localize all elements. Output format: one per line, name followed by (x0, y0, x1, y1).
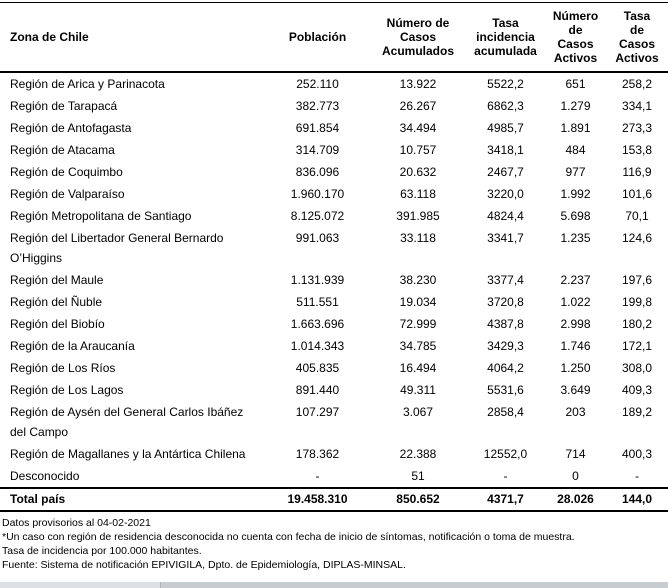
casos-acumulados-cell: 19.034 (399, 295, 437, 309)
table-row (0, 205, 668, 227)
region-cell: Región del Maule (10, 273, 104, 287)
column-dash-mark: - (432, 66, 436, 78)
casos-activos-cell: 977 (565, 165, 586, 179)
footnote-rate-basis: Tasa de incidencia por 100.000 habitantes. (2, 545, 202, 557)
table-row (0, 139, 668, 161)
casos-activos-cell: 1.235 (560, 231, 591, 245)
table-row (0, 72, 668, 95)
casos-acumulados-cell: 33.118 (400, 231, 436, 245)
poblacion-cell: 991.063 (295, 231, 340, 245)
poblacion-cell: 1.663.696 (290, 317, 345, 331)
tasa-incidencia-cell: 2467,7 (487, 165, 524, 179)
column-dash-mark: - (554, 66, 558, 78)
region-cell: Región del Ñuble (10, 295, 103, 309)
region-cell: Región de Antofagasta (10, 121, 132, 135)
casos-acumulados-cell: 72.999 (399, 317, 437, 331)
region-cell: Región de Magallanes y la Antártica Chilena (10, 447, 246, 461)
table-row (0, 161, 668, 183)
incidence-table (0, 2, 668, 512)
tasa-incidencia-cell: 3720,8 (487, 295, 524, 309)
table-row (0, 313, 668, 335)
casos-activos-cell: 0 (572, 469, 579, 483)
poblacion-cell: 1.960.170 (290, 187, 345, 201)
tasa-incidencia-cell: 4387,8 (487, 317, 524, 331)
footnotes-block (0, 516, 668, 572)
total-label-cell: Total país (0, 488, 265, 511)
tasa-incidencia-cell: 12552,0 (483, 447, 528, 461)
casos-activos-cell: 651 (565, 77, 586, 91)
region-cell: Región del Libertador General Bernardo O’Higgins (10, 231, 224, 265)
column-dash-mark: - (498, 66, 502, 78)
tasa-incidencia-cell: 4985,7 (487, 121, 524, 135)
casos-activos-cell: 1.891 (560, 121, 591, 135)
col-header-tasa-activos: Tasa de Casos Activos (606, 3, 668, 73)
table-header (0, 3, 668, 73)
table-row (0, 357, 668, 379)
total-poblacion-cell: 19.458.310 (265, 488, 370, 511)
region-cell: Región de Coquimbo (10, 165, 123, 179)
header-row (0, 3, 668, 73)
tasa-activos-cell: 409,3 (621, 383, 653, 397)
casos-acumulados-cell: 3.067 (402, 405, 434, 419)
poblacion-cell: 178.362 (295, 447, 340, 461)
poblacion-cell: 1.014.343 (290, 339, 345, 353)
total-casos-acumulados-cell: 850.652 (370, 488, 466, 511)
column-dash-mark: - (261, 66, 265, 78)
region-cell: Región de Atacama (10, 143, 115, 157)
tasa-activos-cell: 273,3 (621, 121, 653, 135)
tasa-incidencia-cell: 3377,4 (487, 273, 524, 287)
tasa-incidencia-cell: 2858,4 (487, 405, 524, 419)
tasa-activos-cell: 116,9 (622, 165, 652, 179)
table-row (0, 379, 668, 401)
table-row (0, 95, 668, 117)
casos-acumulados-cell: 391.985 (396, 209, 440, 223)
region-cell: Región de Arica y Parinacota (10, 77, 165, 91)
tasa-activos-cell: 70,1 (625, 209, 649, 223)
casos-acumulados-cell: 22.388 (399, 447, 437, 461)
casos-acumulados-cell: 13.922 (399, 77, 437, 91)
casos-activos-cell: 1.022 (560, 295, 591, 309)
region-cell: Región de Los Ríos (10, 361, 116, 375)
table-row (0, 443, 668, 465)
tasa-incidencia-cell: 5531,6 (487, 383, 524, 397)
col-header-casos-activos: Número de Casos Activos (545, 3, 606, 73)
col-header-poblacion: Población (265, 3, 370, 73)
table-body (0, 72, 668, 488)
poblacion-cell: 1.131.939 (290, 273, 345, 287)
region-cell: Región de Los Lagos (10, 383, 124, 397)
total-casos-activos-cell: 28.026 (545, 488, 606, 511)
poblacion-cell: 382.773 (295, 99, 340, 113)
tasa-activos-cell: 189,2 (621, 405, 653, 419)
casos-activos-cell: 5.698 (560, 209, 591, 223)
poblacion-cell: 691.854 (295, 121, 340, 135)
tasa-incidencia-cell: 3341,7 (487, 231, 524, 245)
table-row (0, 227, 668, 269)
region-cell: Región del Biobío (10, 317, 105, 331)
total-tasa-activos-cell: 144,0 (606, 488, 668, 511)
casos-activos-cell: 484 (565, 143, 586, 157)
casos-activos-cell: 3.649 (560, 383, 591, 397)
poblacion-cell: 8.125.072 (290, 209, 345, 223)
tasa-activos-cell: 199,8 (621, 295, 653, 309)
casos-acumulados-cell: 34.785 (399, 339, 437, 353)
column-dash-mark: - (346, 66, 350, 78)
tasa-activos-cell: 400,3 (621, 447, 653, 461)
total-tasa-incidencia-cell: 4371,7 (466, 488, 545, 511)
region-cell: Desconocido (10, 469, 80, 483)
horizontal-scrollbar[interactable] (0, 582, 668, 588)
casos-acumulados-cell: 49.311 (400, 383, 436, 397)
tasa-incidencia-cell: 6862,3 (487, 99, 524, 113)
table-row (0, 183, 668, 205)
tasa-activos-cell: 124,6 (621, 231, 653, 245)
tasa-activos-cell: 101,6 (621, 187, 653, 201)
table-row (0, 335, 668, 357)
casos-activos-cell: 2.998 (560, 317, 591, 331)
casos-activos-cell: 2.237 (560, 273, 591, 287)
table-row (0, 269, 668, 291)
casos-acumulados-cell: 20.632 (399, 165, 437, 179)
tasa-incidencia-cell: 4824,4 (487, 209, 524, 223)
poblacion-cell: 891.440 (295, 383, 340, 397)
poblacion-cell: 405.835 (295, 361, 340, 375)
casos-activos-cell: 203 (565, 405, 586, 419)
tasa-activos-cell: 172,1 (621, 339, 653, 353)
tasa-activos-cell: 197,6 (621, 273, 653, 287)
tasa-incidencia-cell: 3418,1 (487, 143, 524, 157)
region-cell: Región Metropolitana de Santiago (10, 209, 192, 223)
casos-acumulados-cell: 51 (411, 469, 425, 483)
casos-activos-cell: 1.279 (560, 99, 591, 113)
col-header-zona: Zona de Chile (0, 3, 265, 73)
casos-acumulados-cell: 10.757 (399, 143, 437, 157)
region-cell: Región de Aysén del General Carlos Ibáñez del Campo (10, 405, 244, 439)
table-row (0, 291, 668, 313)
casos-activos-cell: 1.250 (560, 361, 591, 375)
poblacion-cell: 836.096 (295, 165, 340, 179)
tasa-incidencia-cell: - (503, 469, 508, 483)
footnote-date: Datos provisorios al 04-02-2021 (2, 517, 151, 529)
poblacion-cell: 107.297 (295, 405, 340, 419)
poblacion-cell: 314.709 (295, 143, 340, 157)
tasa-activos-cell: 258,2 (621, 77, 653, 91)
casos-acumulados-cell: 34.494 (399, 121, 437, 135)
casos-activos-cell: 1.992 (560, 187, 591, 201)
scrollbar-thumb[interactable] (160, 582, 668, 588)
tasa-incidencia-cell: 3220,0 (487, 187, 524, 201)
col-header-casos-acumulados: Número de Casos Acumulados (370, 3, 466, 73)
col-header-tasa-incidencia: Tasa incidencia acumulada (466, 3, 545, 73)
tasa-activos-cell: - (635, 469, 639, 483)
poblacion-cell: - (315, 469, 320, 483)
casos-activos-cell: 714 (565, 447, 586, 461)
tasa-activos-cell: 308,0 (621, 361, 653, 375)
region-cell: Región de Tarapacá (10, 99, 118, 113)
total-row (0, 488, 668, 511)
tasa-activos-cell: 153,8 (621, 143, 653, 157)
tasa-activos-cell: 180,2 (621, 317, 653, 331)
table-total (0, 488, 668, 511)
casos-acumulados-cell: 63.118 (400, 187, 436, 201)
footnote-source: Fuente: Sistema de notificación EPIVIGILA, Dpto. de Epidemiología, DIPLAS-MINSAL. (2, 559, 406, 571)
tasa-incidencia-cell: 4064,2 (487, 361, 524, 375)
table-row (0, 465, 668, 488)
table-row (0, 401, 668, 443)
tasa-incidencia-cell: 3429,3 (487, 339, 524, 353)
tasa-activos-cell: 334,1 (621, 99, 653, 113)
region-cell: Región de Valparaíso (10, 187, 125, 201)
casos-acumulados-cell: 26.267 (399, 99, 437, 113)
table-row (0, 117, 668, 139)
casos-activos-cell: 1.746 (560, 339, 591, 353)
casos-acumulados-cell: 16.494 (399, 361, 437, 375)
poblacion-cell: 511.551 (296, 295, 339, 309)
region-cell: Región de la Araucanía (10, 339, 135, 353)
tasa-incidencia-cell: 5522,2 (487, 77, 524, 91)
footnote-unknown-region: *Un caso con región de residencia desconocida no cuenta con fecha de inicio de síntomas, notificación o toma de muestra. (2, 531, 575, 543)
poblacion-cell: 252.110 (296, 77, 339, 91)
casos-acumulados-cell: 38.230 (399, 273, 437, 287)
